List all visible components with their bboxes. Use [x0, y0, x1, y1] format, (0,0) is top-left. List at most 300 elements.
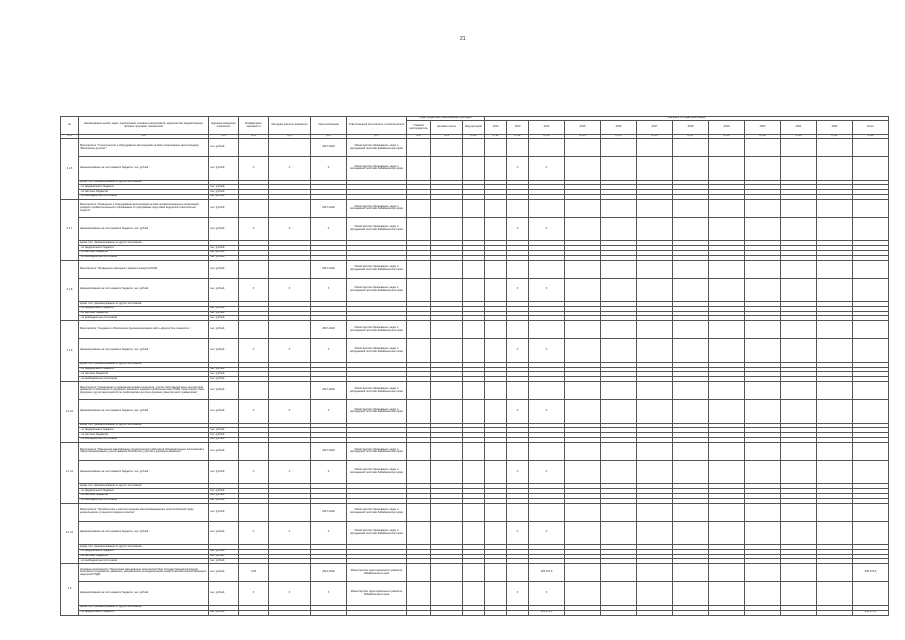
year-value-cell	[781, 382, 817, 400]
unit-cell: тыс. рублей	[209, 139, 239, 157]
unit-cell: тыс. рублей	[209, 610, 239, 615]
year-value-cell	[673, 442, 709, 460]
source-name: кроме того, финансирование из других источников:	[79, 423, 209, 428]
gp-cell	[407, 610, 431, 615]
year-value-cell	[529, 321, 565, 339]
year-value-cell	[637, 521, 673, 544]
period-cell: 2017-2020	[311, 321, 347, 339]
year-value-cell	[745, 382, 781, 400]
col-coef-header: Коэффициент значимости	[239, 117, 269, 135]
year-value-cell	[637, 217, 673, 240]
year-value-cell	[637, 582, 673, 605]
source-name: - из федерального бюджета	[79, 367, 209, 372]
source-name: - из внебюджетных источников	[79, 437, 209, 442]
year-value-cell	[673, 157, 709, 180]
year-value-cell	[709, 503, 745, 521]
year-value-cell	[709, 521, 745, 544]
coef-cell: Х	[239, 339, 269, 362]
year-value-cell	[485, 521, 507, 544]
vr-cell	[463, 460, 485, 483]
year-value-cell	[637, 278, 673, 301]
year-value-cell: Х	[507, 400, 529, 423]
year-value-cell	[601, 260, 637, 278]
unit-cell: тыс. рублей	[209, 428, 239, 433]
total-cell	[853, 442, 889, 460]
year-value-cell	[745, 582, 781, 605]
year-value-cell	[709, 139, 745, 157]
coef-cell: Х	[239, 460, 269, 483]
unit-cell: тыс. рублей	[209, 194, 239, 199]
gp-cell	[407, 157, 431, 180]
cs-cell	[431, 139, 463, 157]
year-value-cell: Х	[529, 217, 565, 240]
year-value-cell	[637, 139, 673, 157]
source-name: - из федерального бюджета	[79, 306, 209, 311]
year-value-cell	[709, 400, 745, 423]
table-row	[61, 442, 889, 460]
financing-name: финансирование за счет краевого бюджета, тыс. рублей	[79, 582, 209, 605]
year-value-cell	[817, 339, 853, 362]
unit-cell: тыс. рублей	[209, 377, 239, 382]
year-value-cell	[565, 321, 601, 339]
total-cell	[853, 139, 889, 157]
table-row	[61, 582, 889, 605]
year-value-cell: Х	[507, 278, 529, 301]
year-value-cell	[637, 400, 673, 423]
executor-cell: Министерство образования, науки и молодежной политики Забайкальского края	[347, 521, 407, 544]
table-row	[61, 382, 889, 400]
year-value-cell: Х	[507, 217, 529, 240]
year-header: 2018	[673, 121, 709, 135]
year-value-cell	[817, 442, 853, 460]
activity-name: Основное мероприятие "Укрепление материально-технической базы Государственной инспекции безопасности дорожного движения, направленное на модернизацию средств автоматической фиксации нарушений ПДД"	[79, 564, 209, 582]
year-value-cell: Х	[507, 339, 529, 362]
year-value-cell	[709, 564, 745, 582]
source-name: - из федерального бюджета	[79, 549, 209, 554]
total-cell	[853, 460, 889, 483]
source-name: - из федерального бюджета	[79, 185, 209, 190]
gp-cell	[407, 139, 431, 157]
coef-cell: Х	[239, 278, 269, 301]
year-value-cell	[507, 610, 529, 615]
year-value-cell	[817, 278, 853, 301]
method-cell: Х	[269, 521, 311, 544]
period-cell: 2017-2020	[311, 382, 347, 400]
year-header: 2013	[507, 121, 529, 135]
method-cell	[269, 199, 311, 217]
row-number: 2.1.11	[61, 442, 79, 503]
cs-cell	[431, 217, 463, 240]
year-value-cell	[781, 260, 817, 278]
year-value-cell	[781, 199, 817, 217]
table-row	[61, 564, 889, 582]
period-cell: 2017-2020	[311, 139, 347, 157]
cs-cell	[431, 610, 463, 615]
year-value-cell	[781, 460, 817, 483]
table-row	[61, 217, 889, 240]
year-value-cell	[485, 503, 507, 521]
year-value-cell	[673, 521, 709, 544]
col-unit-header: Единица измерения показателя	[209, 117, 239, 135]
coef-cell: Х	[239, 157, 269, 180]
cs-cell	[431, 582, 463, 605]
unit-cell: тыс. рублей	[209, 521, 239, 544]
year-value-cell	[565, 278, 601, 301]
column-number: гр.2	[79, 135, 209, 139]
year-value-cell	[565, 382, 601, 400]
source-name: - из местных бюджетов	[79, 311, 209, 316]
year-value-cell	[781, 564, 817, 582]
year-header: 2017	[637, 121, 673, 135]
vr-cell	[463, 260, 485, 278]
row-number: 2.1.12	[61, 503, 79, 564]
executor-cell: Министерство образования, науки и молодежной политики Забайкальского края	[347, 339, 407, 362]
cs-cell	[431, 382, 463, 400]
year-value-cell	[781, 582, 817, 605]
year-value-cell	[745, 321, 781, 339]
activity-name: Мероприятие "Проведение ежегодного краевого конкурса ЮИД"	[79, 260, 209, 278]
year-value-cell	[565, 503, 601, 521]
total-cell	[853, 321, 889, 339]
total-cell	[853, 582, 889, 605]
year-value-cell	[745, 217, 781, 240]
coef-cell: Х	[239, 217, 269, 240]
year-value-cell	[673, 339, 709, 362]
period-cell: Х	[311, 521, 347, 544]
year-value-cell	[485, 460, 507, 483]
year-value-cell	[673, 503, 709, 521]
total-cell	[853, 521, 889, 544]
method-cell	[269, 564, 311, 582]
column-number: гр.7	[347, 135, 407, 139]
year-value-cell	[817, 260, 853, 278]
year-value-cell	[709, 217, 745, 240]
unit-cell: тыс. рублей	[209, 316, 239, 321]
year-header: 2019	[709, 121, 745, 135]
year-value-cell	[601, 278, 637, 301]
method-cell	[269, 382, 311, 400]
year-value-cell: Х	[529, 339, 565, 362]
year-header: 2021	[781, 121, 817, 135]
source-name: - из местных бюджетов	[79, 433, 209, 438]
year-value-cell	[507, 139, 529, 157]
gp-cell	[407, 521, 431, 544]
year-value-cell	[745, 139, 781, 157]
coef-cell	[239, 503, 269, 521]
year-value-cell	[673, 582, 709, 605]
gp-cell	[407, 199, 431, 217]
column-number: гр.1	[61, 135, 79, 139]
activity-name: Мероприятие "Строительство и оборудование автогородков на базе стационарных автоплощадок "Безопасное детство""	[79, 139, 209, 157]
column-number: гр.20	[781, 135, 817, 139]
executor-cell: Министерство образования, науки и молодежной политики Забайкальского края	[347, 157, 407, 180]
unit-cell: тыс. рублей	[209, 582, 239, 605]
year-value-cell	[485, 442, 507, 460]
year-value-cell	[601, 503, 637, 521]
unit-cell: тыс. рублей	[209, 246, 239, 251]
row-number: 2.2	[61, 564, 79, 616]
year-value-cell	[485, 564, 507, 582]
year-value-cell	[709, 321, 745, 339]
col-method-header: Методика расчета показателя	[269, 117, 311, 135]
total-cell	[853, 278, 889, 301]
year-value-cell	[565, 442, 601, 460]
year-values-header: Значения по годам реализации	[485, 117, 889, 121]
source-name: - из федерального бюджета	[79, 428, 209, 433]
program-table	[60, 116, 889, 616]
financing-name: финансирование за счет краевого бюджета, тыс. рублей	[79, 157, 209, 180]
total-cell	[853, 217, 889, 240]
source-name: - из местных бюджетов	[79, 190, 209, 195]
year-value-cell	[781, 339, 817, 362]
year-value-cell	[745, 442, 781, 460]
source-name: кроме того, финансирование из других источников:	[79, 605, 209, 610]
unit-cell: тыс. рублей	[209, 493, 239, 498]
table-row	[61, 260, 889, 278]
program-table-area	[60, 116, 877, 616]
year-value-cell	[709, 157, 745, 180]
row-number: 2.1.6	[61, 139, 79, 200]
cs-cell	[431, 339, 463, 362]
activity-name: Мероприятие "Оснащение и оборудование автогородков на базе профессиональных организаций среднего профессионального образования по программам подготовки водителей транспортных средств"	[79, 199, 209, 217]
period-cell: 2014-2020	[311, 564, 347, 582]
unit-cell: тыс. рублей	[209, 367, 239, 372]
period-cell: 2017-2020	[311, 442, 347, 460]
year-value-cell	[637, 564, 673, 582]
year-value-cell	[507, 199, 529, 217]
year-header: 2015	[565, 121, 601, 135]
year-value-cell	[781, 217, 817, 240]
year-value-cell	[817, 321, 853, 339]
source-name: кроме того, финансирование из других источников:	[79, 362, 209, 367]
column-number: гр.12	[507, 135, 529, 139]
year-value-cell	[601, 610, 637, 615]
gp-cell	[407, 382, 431, 400]
year-value-cell	[507, 442, 529, 460]
source-name: - из местных бюджетов	[79, 493, 209, 498]
method-cell	[269, 139, 311, 157]
year-value-cell	[565, 139, 601, 157]
year-value-cell: 209 470,0	[529, 610, 565, 615]
year-value-cell	[485, 321, 507, 339]
year-value-cell	[637, 321, 673, 339]
year-value-cell	[817, 157, 853, 180]
source-name: кроме того, финансирование из других источников:	[79, 180, 209, 185]
year-value-cell	[781, 442, 817, 460]
year-value-cell	[709, 278, 745, 301]
year-value-cell	[507, 321, 529, 339]
year-value-cell	[745, 199, 781, 217]
gp-cell	[407, 321, 431, 339]
year-value-cell: Х	[529, 400, 565, 423]
cs-cell	[431, 460, 463, 483]
unit-cell: тыс. рублей	[209, 564, 239, 582]
financing-name: финансирование за счет краевого бюджета, тыс. рублей	[79, 339, 209, 362]
column-number: гр.11	[485, 135, 507, 139]
vr-cell	[463, 321, 485, 339]
cs-cell	[431, 503, 463, 521]
year-value-cell	[709, 339, 745, 362]
column-number: гр.10	[463, 135, 485, 139]
period-cell: 2017-2020	[311, 260, 347, 278]
cs-cell	[431, 260, 463, 278]
method-cell: Х	[269, 157, 311, 180]
unit-cell: тыс. рублей	[209, 437, 239, 442]
method-cell: Х	[269, 217, 311, 240]
period-cell: Х	[311, 278, 347, 301]
vr-cell	[463, 400, 485, 423]
year-value-cell	[673, 564, 709, 582]
year-value-cell	[673, 382, 709, 400]
unit-cell: тыс. рублей	[209, 217, 239, 240]
activity-name: Мероприятие "Организация и проведение краевых конкурсов, слетов, фестивалей юных инспекторов движения по безопасности дорожного движения, краевых профильных смен ЮИД, тематических смен, форумов и других мероприятий по профилактике детского дорожно-транспортного травматизма"	[79, 382, 209, 400]
coef-cell	[239, 199, 269, 217]
method-cell: Х	[269, 460, 311, 483]
year-value-cell	[529, 260, 565, 278]
method-cell	[269, 321, 311, 339]
year-value-cell	[745, 157, 781, 180]
column-number: гр.22	[853, 135, 889, 139]
total-cell: 209 470,0	[853, 564, 889, 582]
gp-cell	[407, 442, 431, 460]
year-value-cell	[485, 199, 507, 217]
year-value-cell	[637, 157, 673, 180]
vr-cell	[463, 564, 485, 582]
table-row	[61, 278, 889, 301]
year-value-cell	[745, 521, 781, 544]
executor-cell: Министерство образования, науки и молодежной политики Забайкальского края	[347, 400, 407, 423]
unit-cell: тыс. рублей	[209, 554, 239, 559]
executor-cell: Министерство образования, науки и молодежной политики Забайкальского края	[347, 139, 407, 157]
year-value-cell	[507, 564, 529, 582]
unit-cell: тыс. рублей	[209, 185, 239, 190]
row-number: 2.1.7	[61, 199, 79, 260]
year-value-cell	[817, 521, 853, 544]
year-value-cell	[709, 460, 745, 483]
source-name: - из внебюджетных источников	[79, 194, 209, 199]
year-value-cell	[817, 217, 853, 240]
year-header: 2012	[485, 121, 507, 135]
year-value-cell	[507, 382, 529, 400]
year-value-cell	[817, 610, 853, 615]
year-value-cell	[673, 460, 709, 483]
coef-cell: Х	[239, 400, 269, 423]
table-row	[61, 199, 889, 217]
year-value-cell	[485, 339, 507, 362]
total-cell	[853, 339, 889, 362]
year-value-cell	[673, 199, 709, 217]
column-number: гр.8	[407, 135, 431, 139]
source-name: - из местных бюджетов	[79, 372, 209, 377]
year-value-cell	[637, 382, 673, 400]
activity-name: Мероприятие "Повышение квалификации педагогических работников образовательных организаций в сфере формирования у детей навыков безопасного участия в дорожном движении"	[79, 442, 209, 460]
year-value-cell: Х	[529, 278, 565, 301]
coef-cell	[239, 442, 269, 460]
gp-cell	[407, 400, 431, 423]
source-name: кроме того, финансирование из других источников:	[79, 302, 209, 307]
method-cell	[269, 610, 311, 615]
source-name: - из местных бюджетов	[79, 250, 209, 255]
year-value-cell	[601, 564, 637, 582]
year-value-cell	[709, 260, 745, 278]
year-value-cell	[817, 400, 853, 423]
year-value-cell	[673, 217, 709, 240]
year-value-cell	[529, 442, 565, 460]
table-row	[61, 521, 889, 544]
year-value-cell	[565, 460, 601, 483]
year-value-cell	[565, 521, 601, 544]
total-cell	[853, 400, 889, 423]
cs-cell	[431, 442, 463, 460]
year-value-cell	[745, 400, 781, 423]
year-value-cell	[709, 610, 745, 615]
year-value-cell	[637, 610, 673, 615]
cs-cell	[431, 278, 463, 301]
year-value-cell	[485, 139, 507, 157]
year-value-cell	[745, 460, 781, 483]
method-cell: Х	[269, 400, 311, 423]
coef-cell	[239, 260, 269, 278]
cs-cell	[431, 321, 463, 339]
year-value-cell	[817, 503, 853, 521]
year-value-cell	[817, 382, 853, 400]
executor-cell: Министерство образования, науки и молодежной политики Забайкальского края	[347, 260, 407, 278]
year-value-cell	[485, 400, 507, 423]
period-cell: Х	[311, 339, 347, 362]
source-name: - из федерального бюджета	[79, 610, 209, 615]
coef-cell: 0,05	[239, 564, 269, 582]
executor-cell: Министерство образования, науки и молодежной политики Забайкальского края	[347, 503, 407, 521]
column-number: гр.6	[311, 135, 347, 139]
executor-cell: Министерство образования, науки и молодежной политики Забайкальского края	[347, 321, 407, 339]
year-value-cell	[485, 278, 507, 301]
method-cell: Х	[269, 278, 311, 301]
source-name: кроме того, финансирование из других источников:	[79, 241, 209, 246]
executor-cell: Министерство территориального развития Забайкальского края	[347, 564, 407, 582]
unit-cell: тыс. рублей	[209, 190, 239, 195]
year-value-cell	[507, 260, 529, 278]
financing-name: финансирование за счет краевого бюджета, тыс. рублей	[79, 217, 209, 240]
source-name: - из внебюджетных источников	[79, 559, 209, 564]
year-value-cell: Х	[529, 460, 565, 483]
year-value-cell	[529, 199, 565, 217]
unit-cell: тыс. рублей	[209, 559, 239, 564]
table-row	[61, 157, 889, 180]
unit-cell: тыс. рублей	[209, 157, 239, 180]
period-cell: Х	[311, 400, 347, 423]
col-vr-header: Вид расходов	[463, 121, 485, 135]
activity-name: Мероприятие "Приобретение и распространение световозвращающих приспособлений среди дошкольников и учащихся младших классов"	[79, 503, 209, 521]
financing-name: финансирование за счет краевого бюджета, тыс. рублей	[79, 521, 209, 544]
page-number: 21	[460, 36, 466, 42]
unit-cell: тыс. рублей	[209, 339, 239, 362]
year-value-cell: Х	[507, 582, 529, 605]
year-value-cell	[745, 564, 781, 582]
unit-cell: тыс. рублей	[209, 489, 239, 494]
financing-name: финансирование за счет краевого бюджета, тыс. рублей	[79, 278, 209, 301]
year-value-cell	[565, 339, 601, 362]
period-cell: Х	[311, 582, 347, 605]
gp-cell	[407, 503, 431, 521]
year-value-cell	[781, 157, 817, 180]
cs-cell	[431, 521, 463, 544]
year-value-cell	[601, 217, 637, 240]
cs-cell	[431, 157, 463, 180]
unit-cell: тыс. рублей	[209, 503, 239, 521]
col-no-header: №	[61, 117, 79, 135]
source-name: - из внебюджетных источников	[79, 498, 209, 503]
column-number: гр.21	[817, 135, 853, 139]
